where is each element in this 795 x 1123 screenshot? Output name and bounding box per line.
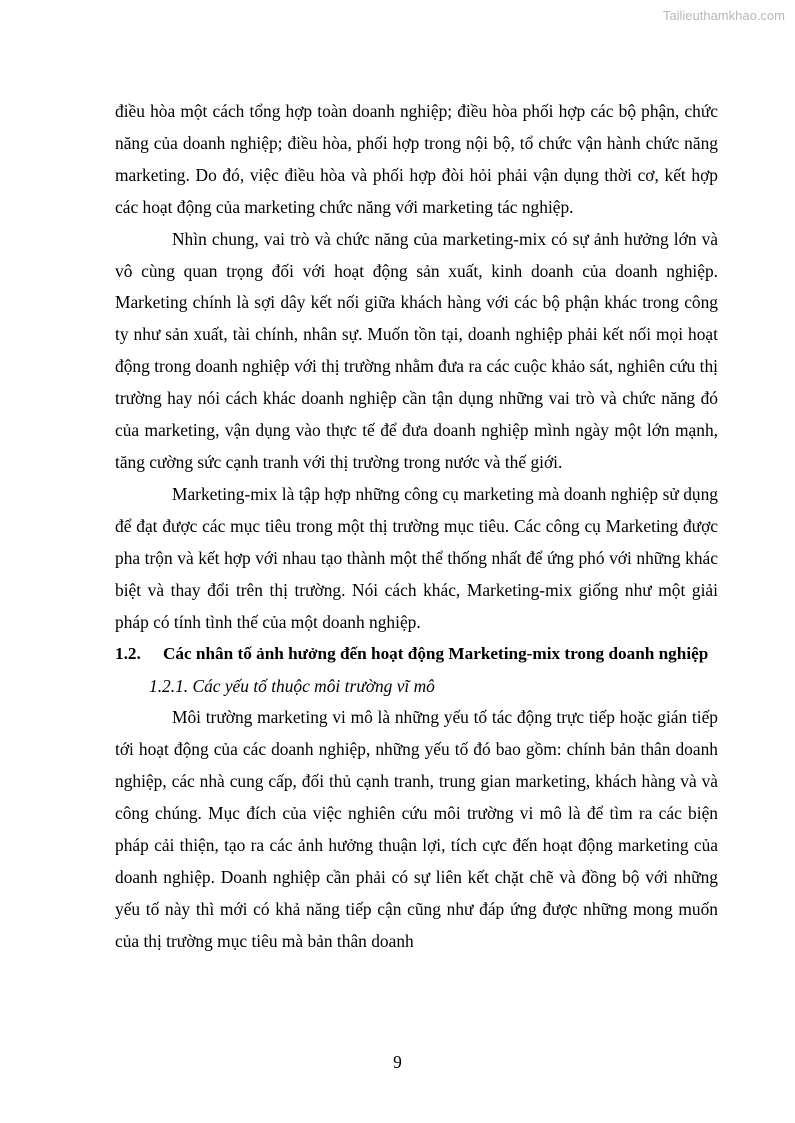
section-heading: [115, 638, 718, 670]
page-number: 9: [393, 1052, 402, 1072]
subsection-heading: 1.2.1. Các yếu tố thuộc môi trường vĩ mô: [149, 676, 435, 697]
document-body: [115, 96, 718, 958]
paragraph-1: điều hòa một cách tổng hợp toàn doanh nghiệp; điều hòa phối hợp các bộ phận, chức năng của doanh nghiệp; điều hòa, phối hợp trong nội bộ, tổ chức vận hành chức năng marketing. Do đó, việc điều hòa và phối hợp đòi hỏi phải vận dụng thời cơ, kết hợp các hoạt động của marketing chức năng với marketing tác nghiệp.: [115, 101, 718, 217]
paragraph-3: Marketing-mix là tập hợp những công cụ marketing mà doanh nghiệp sử dụng để đạt được các mục tiêu trong một thị trường mục tiêu. Các công cụ Marketing được pha trộn và kết hợp với nhau tạo thành một thể thống nhất để ứng phó với những khác biệt và thay đổi trên thị trường. Nói cách khác, Marketing-mix giống như một giải pháp có tính tình thế của một doanh nghiệp.: [115, 483, 718, 632]
section-title: Các nhân tố ảnh hưởng đến hoạt động Marketing-mix trong doanh nghiệp: [163, 644, 709, 664]
paragraph-2: Nhìn chung, vai trò và chức năng của marketing-mix có sự ảnh hưởng lớn và vô cùng quan trọng đối với hoạt động sản xuất, kinh doanh của doanh nghiệp. Marketing chính là sợi dây kết nối giữa khách hàng với các bộ phận khác trong công ty như sản xuất, tài chính, nhân sự. Muốn tồn tại, doanh nghiệp phải kết nối mọi hoạt động trong doanh nghiệp với thị trường nhằm đưa ra các cuộc khảo sát, nghiên cứu thị trường hay nói cách khác doanh nghiệp cần tận dụng những vai trò và chức năng đó của marketing, vận dụng vào thực tế để đưa doanh nghiệp mình ngày một lớn mạnh, tăng cường sức cạnh tranh với thị trường trong nước và thế giới.: [115, 228, 718, 472]
paragraph-4: Môi trường marketing vi mô là những yếu tố tác động trực tiếp hoặc gián tiếp tới hoạt động của các doanh nghiệp, những yếu tố đó bao gồm: chính bản thân doanh nghiệp, các nhà cung cấp, đối thủ cạnh tranh, trung gian marketing, khách hàng và và công chúng. Mục đích của việc nghiên cứu môi trường vi mô là để tìm ra các biện pháp cải thiện, tạo ra các ảnh hưởng thuận lợi, tích cực đến hoạt động marketing của doanh nghiệp. Doanh nghiệp cần phải có sự liên kết chặt chẽ và đồng bộ với những yếu tố này thì mới có khả năng tiếp cận cũng như đáp ứng được những mong muốn của thị trường mục tiêu mà bản thân doanh: [115, 707, 718, 951]
watermark: Tailieuthamkhao.com: [662, 8, 785, 23]
section-number: 1.2.: [115, 644, 141, 664]
